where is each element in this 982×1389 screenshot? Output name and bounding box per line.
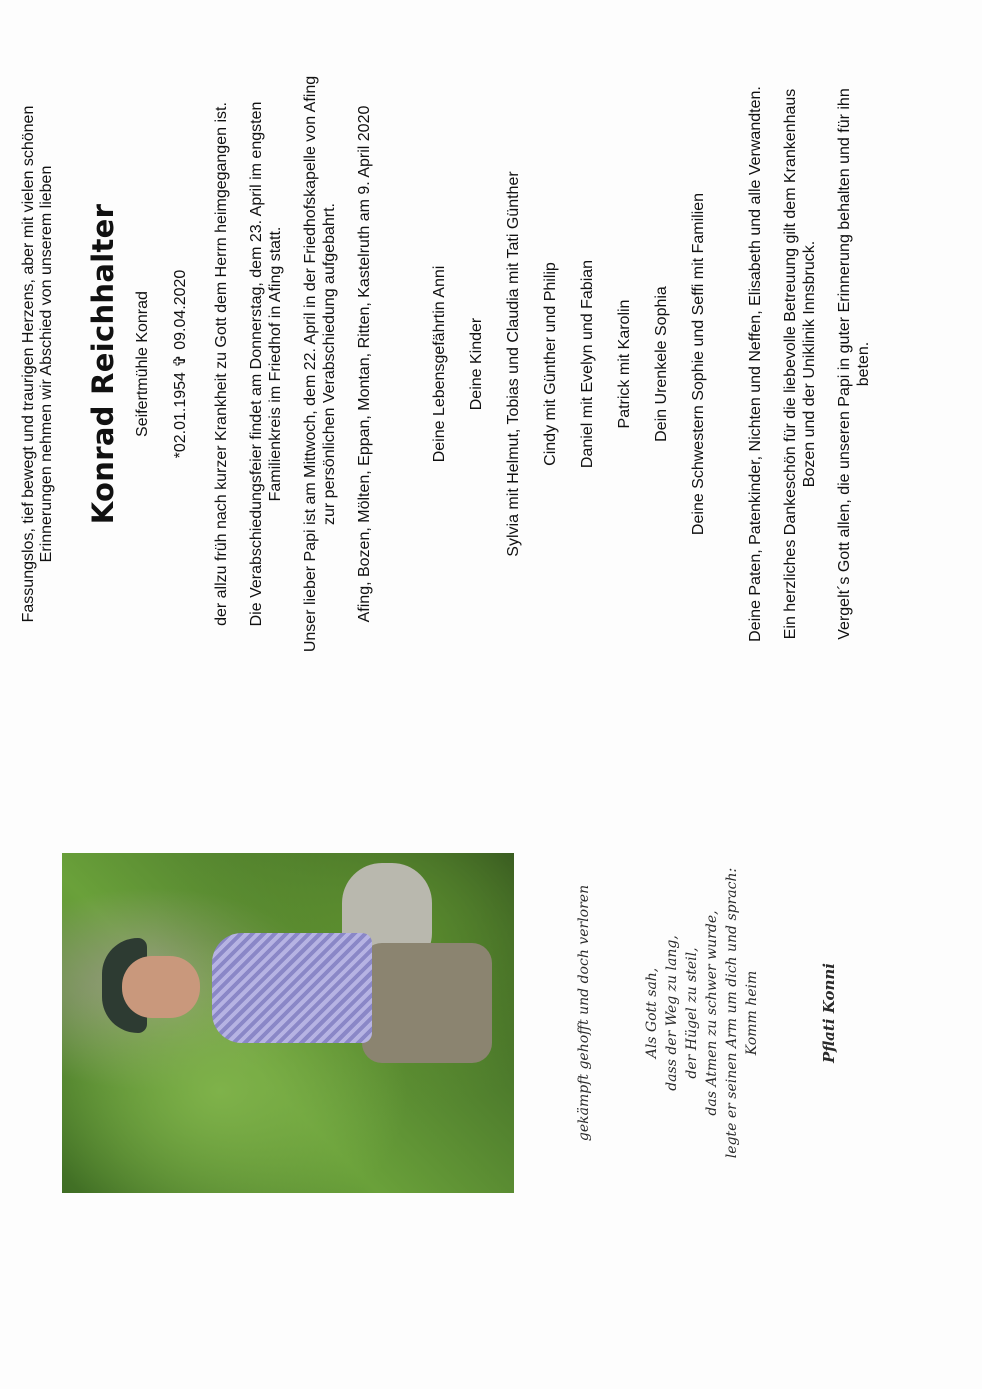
body-line: Afing, Bozen, Mölten, Eppan, Montan, Ritten, Kastelruth am 9. April 2020 (356, 105, 373, 623)
family-line: Dein Urenkele Sophia (653, 286, 670, 442)
intro-line: Fassungslos, tief bewegt und traurigen Herzens, aber mit vielen schönen (20, 105, 37, 623)
photo-person-shirt (212, 933, 372, 1043)
poem-block (560, 833, 940, 1193)
poem-line: legte er seinen Arm um dich und sprach: (724, 867, 740, 1159)
poem-signature: Pflati Konni (820, 963, 838, 1063)
life-dates: *02.01.1954 ✞ 09.04.2020 (172, 269, 189, 459)
intro-line: Erinnerungen nehmen wir Abschied von unserem lieben (38, 165, 55, 563)
closing-line: beten. (855, 341, 872, 387)
body-line: Familienkreis im Friedhof in Afing statt. (267, 226, 284, 502)
poem-line: dass der Weg zu lang, (664, 935, 680, 1091)
body-line: Unser lieber Papi ist am Mittwoch, dem 22. April in der Friedhofskapelle von Afing (302, 75, 319, 653)
poem-line: das Atmen zu schwer wurde, (704, 910, 720, 1116)
portrait-photo (62, 853, 514, 1193)
photo-person-legs (362, 943, 492, 1063)
poem-title: gekämpft gehofft und doch verloren (576, 884, 592, 1142)
family-line: Daniel mit Evelyn und Fabian (579, 259, 596, 469)
deceased-nickname: Seifertmühle Konrad (134, 291, 151, 437)
intro-text (20, 34, 56, 694)
body-line: der allzu früh nach kurzer Krankheit zu Gott dem Herrn heimgegangen ist. (213, 102, 230, 626)
poem-line: Komm heim (744, 970, 760, 1056)
family-line: Patrick mit Karolin (616, 299, 633, 429)
obituary-text-column (20, 34, 960, 694)
closing-line: Vergelt´s Gott allen, die unseren Papi in guter Erinnerung behalten und für ihn (836, 88, 853, 640)
family-line: Sylvia mit Helmut, Tobias und Claudia mit Tati Günther (505, 171, 522, 557)
family-line: Deine Schwestern Sophie und Seffi mit Familien (690, 192, 707, 536)
poem-line: der Hügel zu steil, (684, 947, 700, 1079)
closing-line: Bozen und der Uniklinik Innsbruck. (801, 240, 818, 488)
closing-line: Deine Paten, Patenkinder, Nichten und Neffen, Elisabeth und alle Verwandten. (747, 86, 764, 642)
body-line: Die Verabschiedungsfeier findet am Donnerstag, dem 23. April im engsten (248, 101, 265, 627)
deceased-name: Konrad Reichhalter (86, 203, 120, 525)
photo-person-head (122, 956, 200, 1018)
body-line: zur persönlichen Verabschiedung aufgebahrt. (321, 203, 338, 525)
poem-line: Als Gott sah, (644, 967, 660, 1059)
family-line: Deine Lebensgefährtin Anni (431, 265, 448, 463)
family-line: Deine Kinder (468, 317, 485, 411)
closing-line: Ein herzliches Dankeschön für die liebevolle Betreuung gilt dem Krankenhaus (782, 88, 799, 640)
family-line: Cindy mit Günther und Philip (542, 262, 559, 466)
